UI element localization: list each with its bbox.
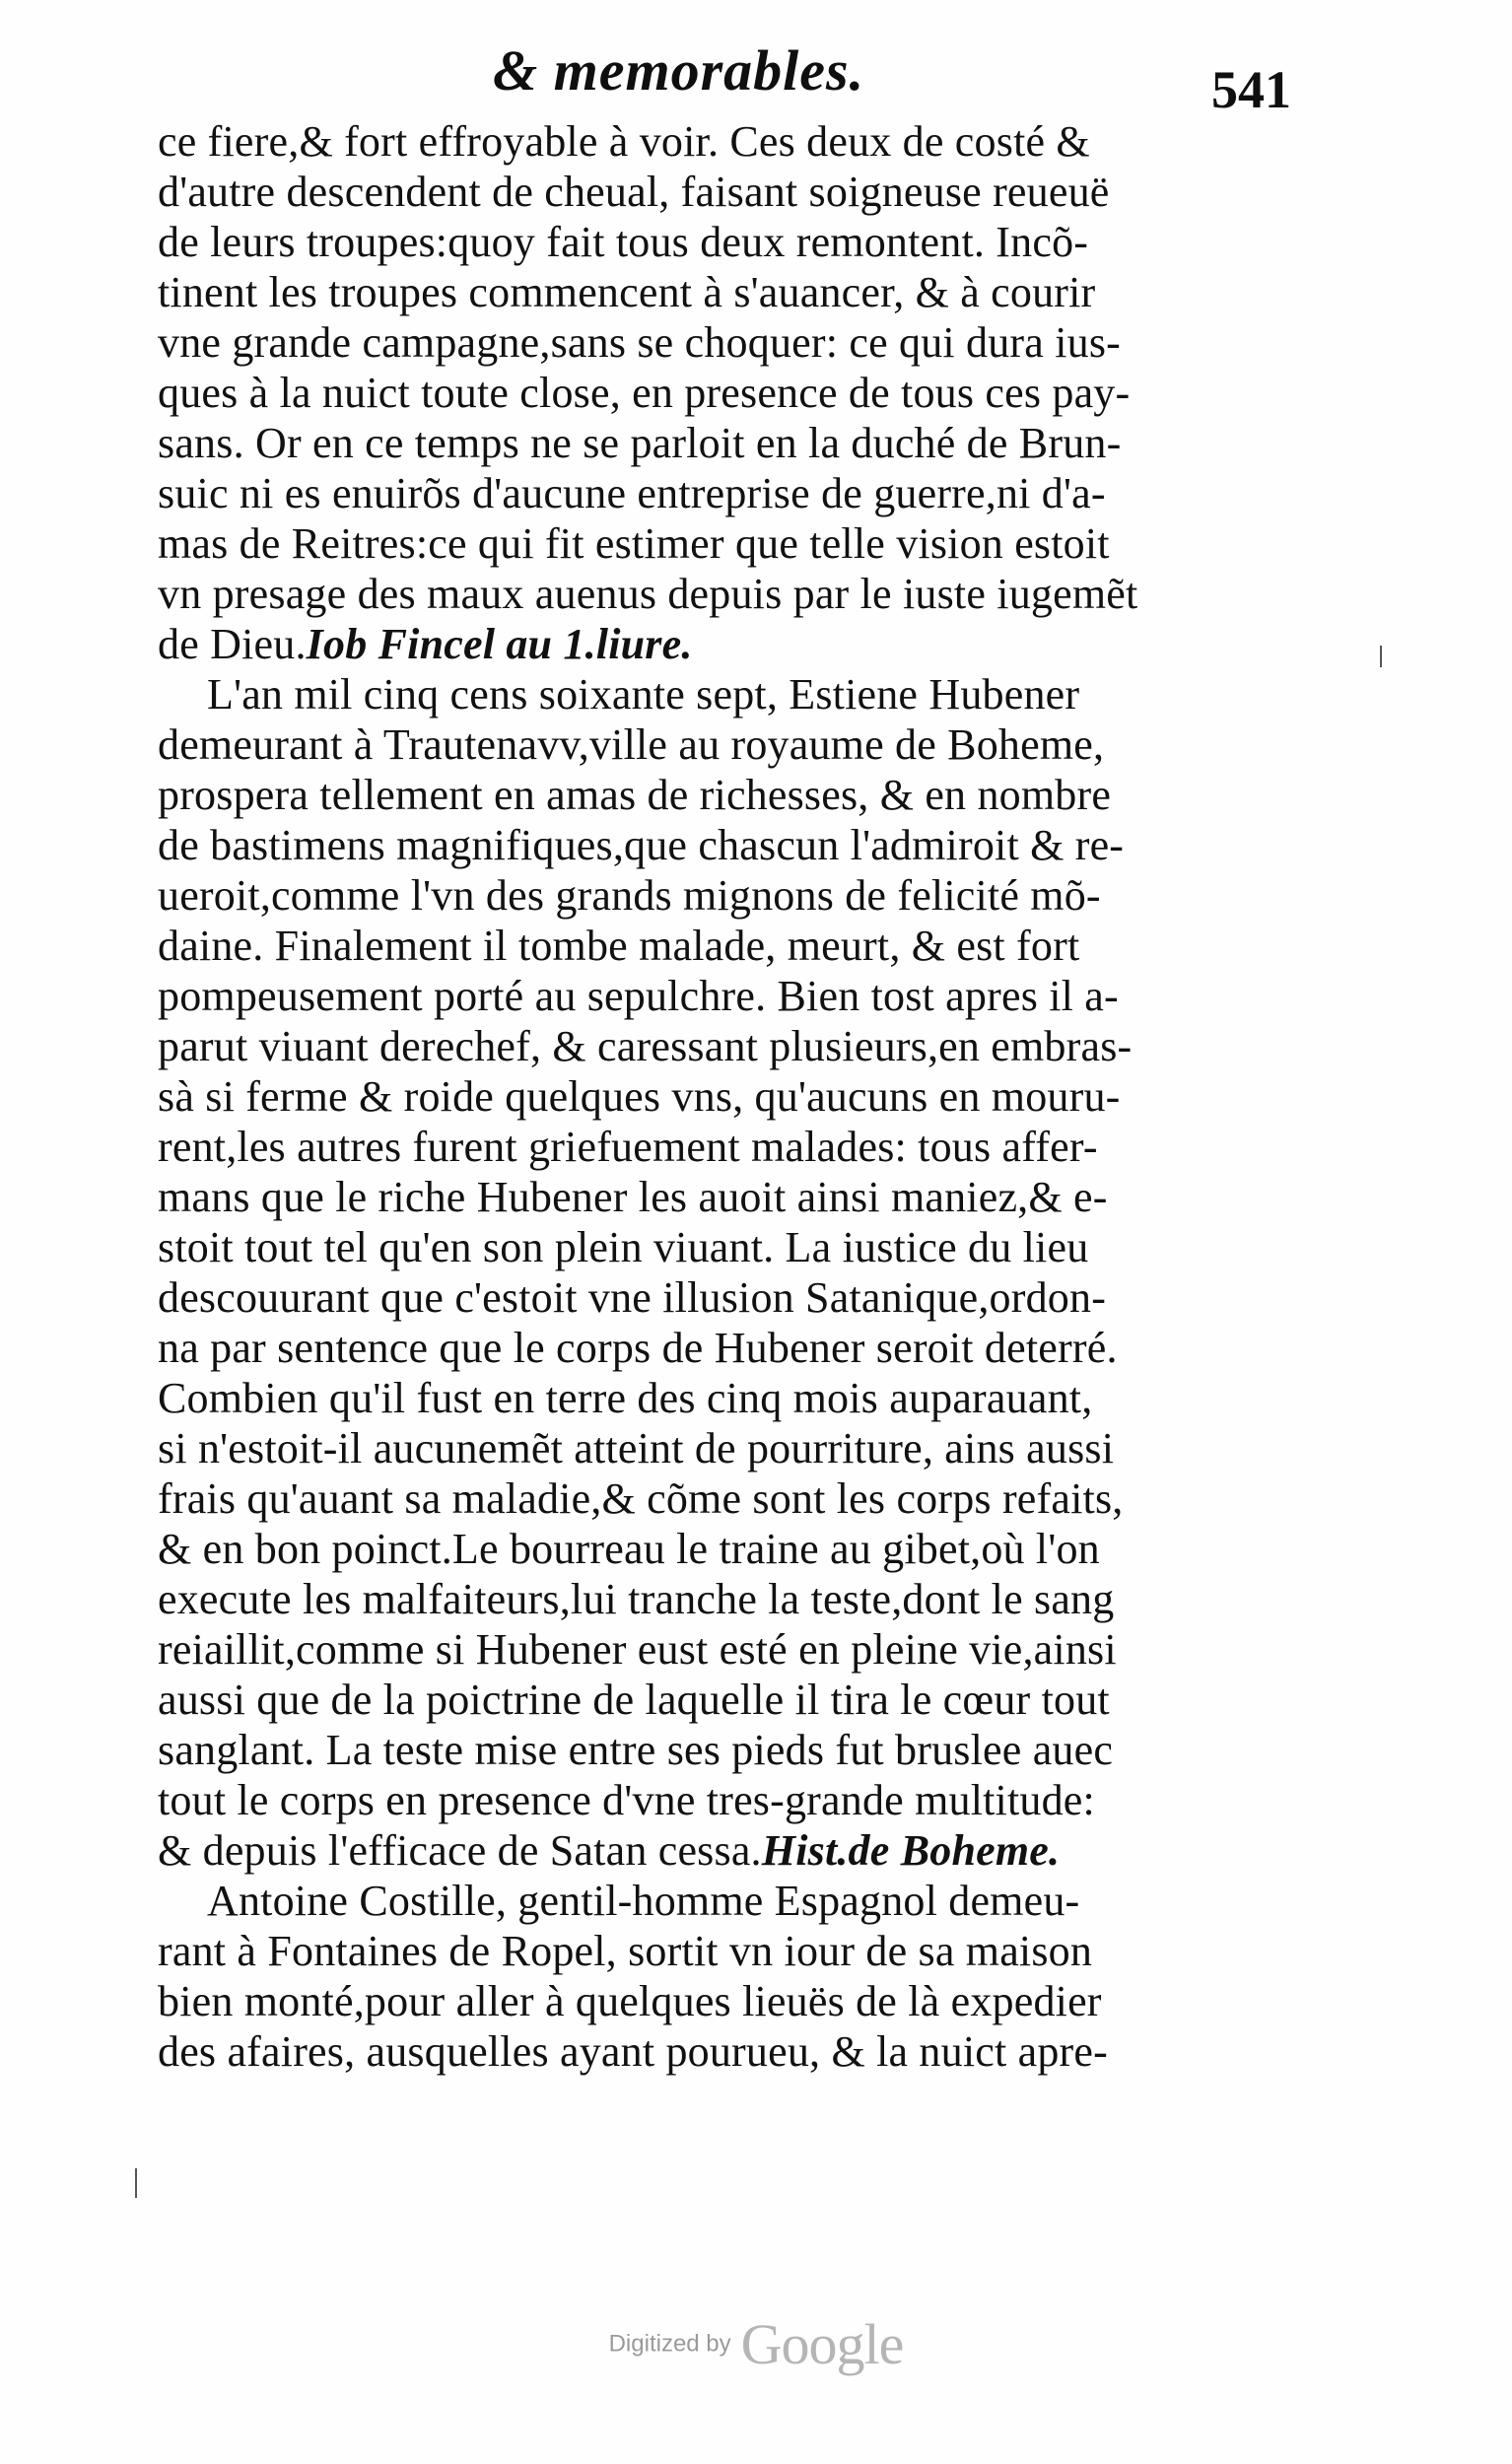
text-line [158,1021,1281,1071]
text-line [158,1825,1281,1876]
text-line [158,1222,1281,1272]
text-line-content: ce fiere,& fort effroyable à voir. Ces deux de costé & [158,117,1090,166]
text-line-content: prospera tellement en amas de richesses, & en nombre [158,771,1112,819]
text-line [158,116,1281,167]
text-line [158,518,1281,569]
page-number: 541 [1211,60,1291,119]
text-line [158,1574,1281,1624]
text-line [158,217,1281,267]
text-line-content: rant à Fontaines de Ropel, sortit vn iour de sa maison [158,1927,1093,1975]
text-line-content: Combien qu'il fust en terre des cinq mois auparauant, [158,1374,1093,1422]
text-line [158,1473,1281,1524]
text-line-content: demeurant à Trautenavv,ville au royaume de Boheme, [158,720,1105,769]
text-line-content: ques à la nuict toute close, en presence de tous ces pay- [158,369,1131,417]
running-title: & memorables. [493,38,865,103]
text-line-content: & en bon poinct.Le bourreau le traine au gibet,où l'on [158,1525,1100,1573]
text-line [158,1876,1281,1926]
text-line [158,468,1281,518]
text-line-content: si n'estoit-il aucunemẽt atteint de pourriture, ains aussi [158,1424,1115,1472]
margin-mark [1380,646,1382,667]
text-line [158,1775,1281,1825]
text-line-content: bien monté,pour aller à quelques lieuës de là expedier [158,1977,1102,2025]
source-citation: Hist.de Boheme. [761,1826,1061,1875]
text-line [158,317,1281,368]
text-line [158,368,1281,418]
margin-mark [135,2168,137,2198]
text-line-content: aussi que de la poictrine de laquelle il tira le cœur tout [158,1676,1110,1724]
text-line [158,820,1281,870]
text-line [158,167,1281,217]
text-line [158,619,1281,669]
text-line [158,2026,1281,2077]
text-line [158,971,1281,1021]
text-line [158,1524,1281,1574]
text-line-content: execute les malfaiteurs,lui tranche la teste,dont le sang [158,1575,1115,1623]
text-line-content: rent,les autres furent griefuement malades: tous affer- [158,1123,1098,1171]
text-line [158,1976,1281,2026]
text-line [158,1624,1281,1675]
digitized-by-label: Digitized by [608,2330,731,2358]
text-line-content: mas de Reitres:ce qui fit estimer que telle vision estoit [158,519,1110,568]
text-line-content: de bastimens magnifiques,que chascun l'admiroit & re- [158,821,1125,869]
text-line-content: de leurs troupes:quoy fait tous deux remontent. Incõ- [158,218,1089,266]
text-line-content: stoit tout tel qu'en son plein viuant. La iustice du lieu [158,1223,1089,1271]
text-line-content: parut viuant derechef, & caressant plusieurs,en embras- [158,1022,1133,1070]
text-line [158,267,1281,317]
text-line-content: d'autre descendent de cheual, faisant soigneuse reueuë [158,168,1110,216]
text-line [158,1272,1281,1323]
text-line-content: & depuis l'efficace de Satan cessa. [158,1826,762,1875]
text-line [158,1172,1281,1222]
source-citation: Iob Fincel au 1.liure. [306,620,693,668]
text-line-content: daine. Finalement il tombe malade, meurt, & est fort [158,922,1080,970]
text-line [158,921,1281,971]
text-line [158,569,1281,619]
text-line-content: vn presage des maux auenus depuis par le iuste iugemẽt [158,570,1138,618]
text-line-content: vne grande campagne,sans se choquer: ce qui dura ius- [158,318,1122,367]
text-line-content: descouurant que c'estoit vne illusion Satanique,ordon- [158,1273,1107,1322]
text-line [158,1926,1281,1976]
text-line-content: pompeusement porté au sepulchre. Bien tost apres il a- [158,972,1119,1020]
text-line [158,1725,1281,1775]
text-line [158,719,1281,770]
text-line-content: frais qu'auant sa maladie,& cõme sont les corps refaits, [158,1474,1124,1523]
text-line-content: reiaillit,comme si Hubener eust esté en pleine vie,ainsi [158,1625,1117,1674]
text-line [158,669,1281,719]
text-line [158,1675,1281,1725]
page-header [158,30,1291,119]
text-line [158,1423,1281,1473]
text-line [158,418,1281,468]
text-line-content: mans que le riche Hubener les auoit ainsi maniez,& e- [158,1173,1108,1221]
body-text [158,116,1281,2077]
text-line-content: ueroit,comme l'vn des grands mignons de felicité mõ- [158,871,1101,920]
text-line-content: de Dieu. [158,620,307,668]
google-logo: Google [740,2312,904,2376]
text-line-content: L'an mil cinq cens soixante sept, Estiene Hubener [207,670,1080,719]
text-line-content: sanglant. La teste mise entre ses pieds fut bruslee auec [158,1726,1114,1774]
text-line-content: suic ni es enuirõs d'aucune entreprise de guerre,ni d'a- [158,469,1106,517]
digitization-footer [0,2311,1512,2377]
text-line-content: Antoine Costille, gentil-homme Espagnol demeu- [207,1877,1080,1925]
text-line [158,1122,1281,1172]
text-line-content: tinent les troupes commencent à s'auancer, & à courir [158,268,1096,316]
text-line [158,1071,1281,1122]
text-line [158,1323,1281,1373]
text-line-content: na par sentence que le corps de Hubener seroit deterré. [158,1324,1118,1372]
text-line-content: tout le corps en presence d'vne tres-grande multitude: [158,1776,1095,1824]
text-line-content: des afaires, ausquelles ayant pourueu, & la nuict apre- [158,2027,1108,2076]
text-line [158,770,1281,820]
text-line [158,1373,1281,1423]
text-line [158,870,1281,921]
text-line-content: sà si ferme & roide quelques vns, qu'aucuns en mouru- [158,1072,1121,1121]
text-line-content: sans. Or en ce temps ne se parloit en la duché de Brun- [158,419,1122,467]
